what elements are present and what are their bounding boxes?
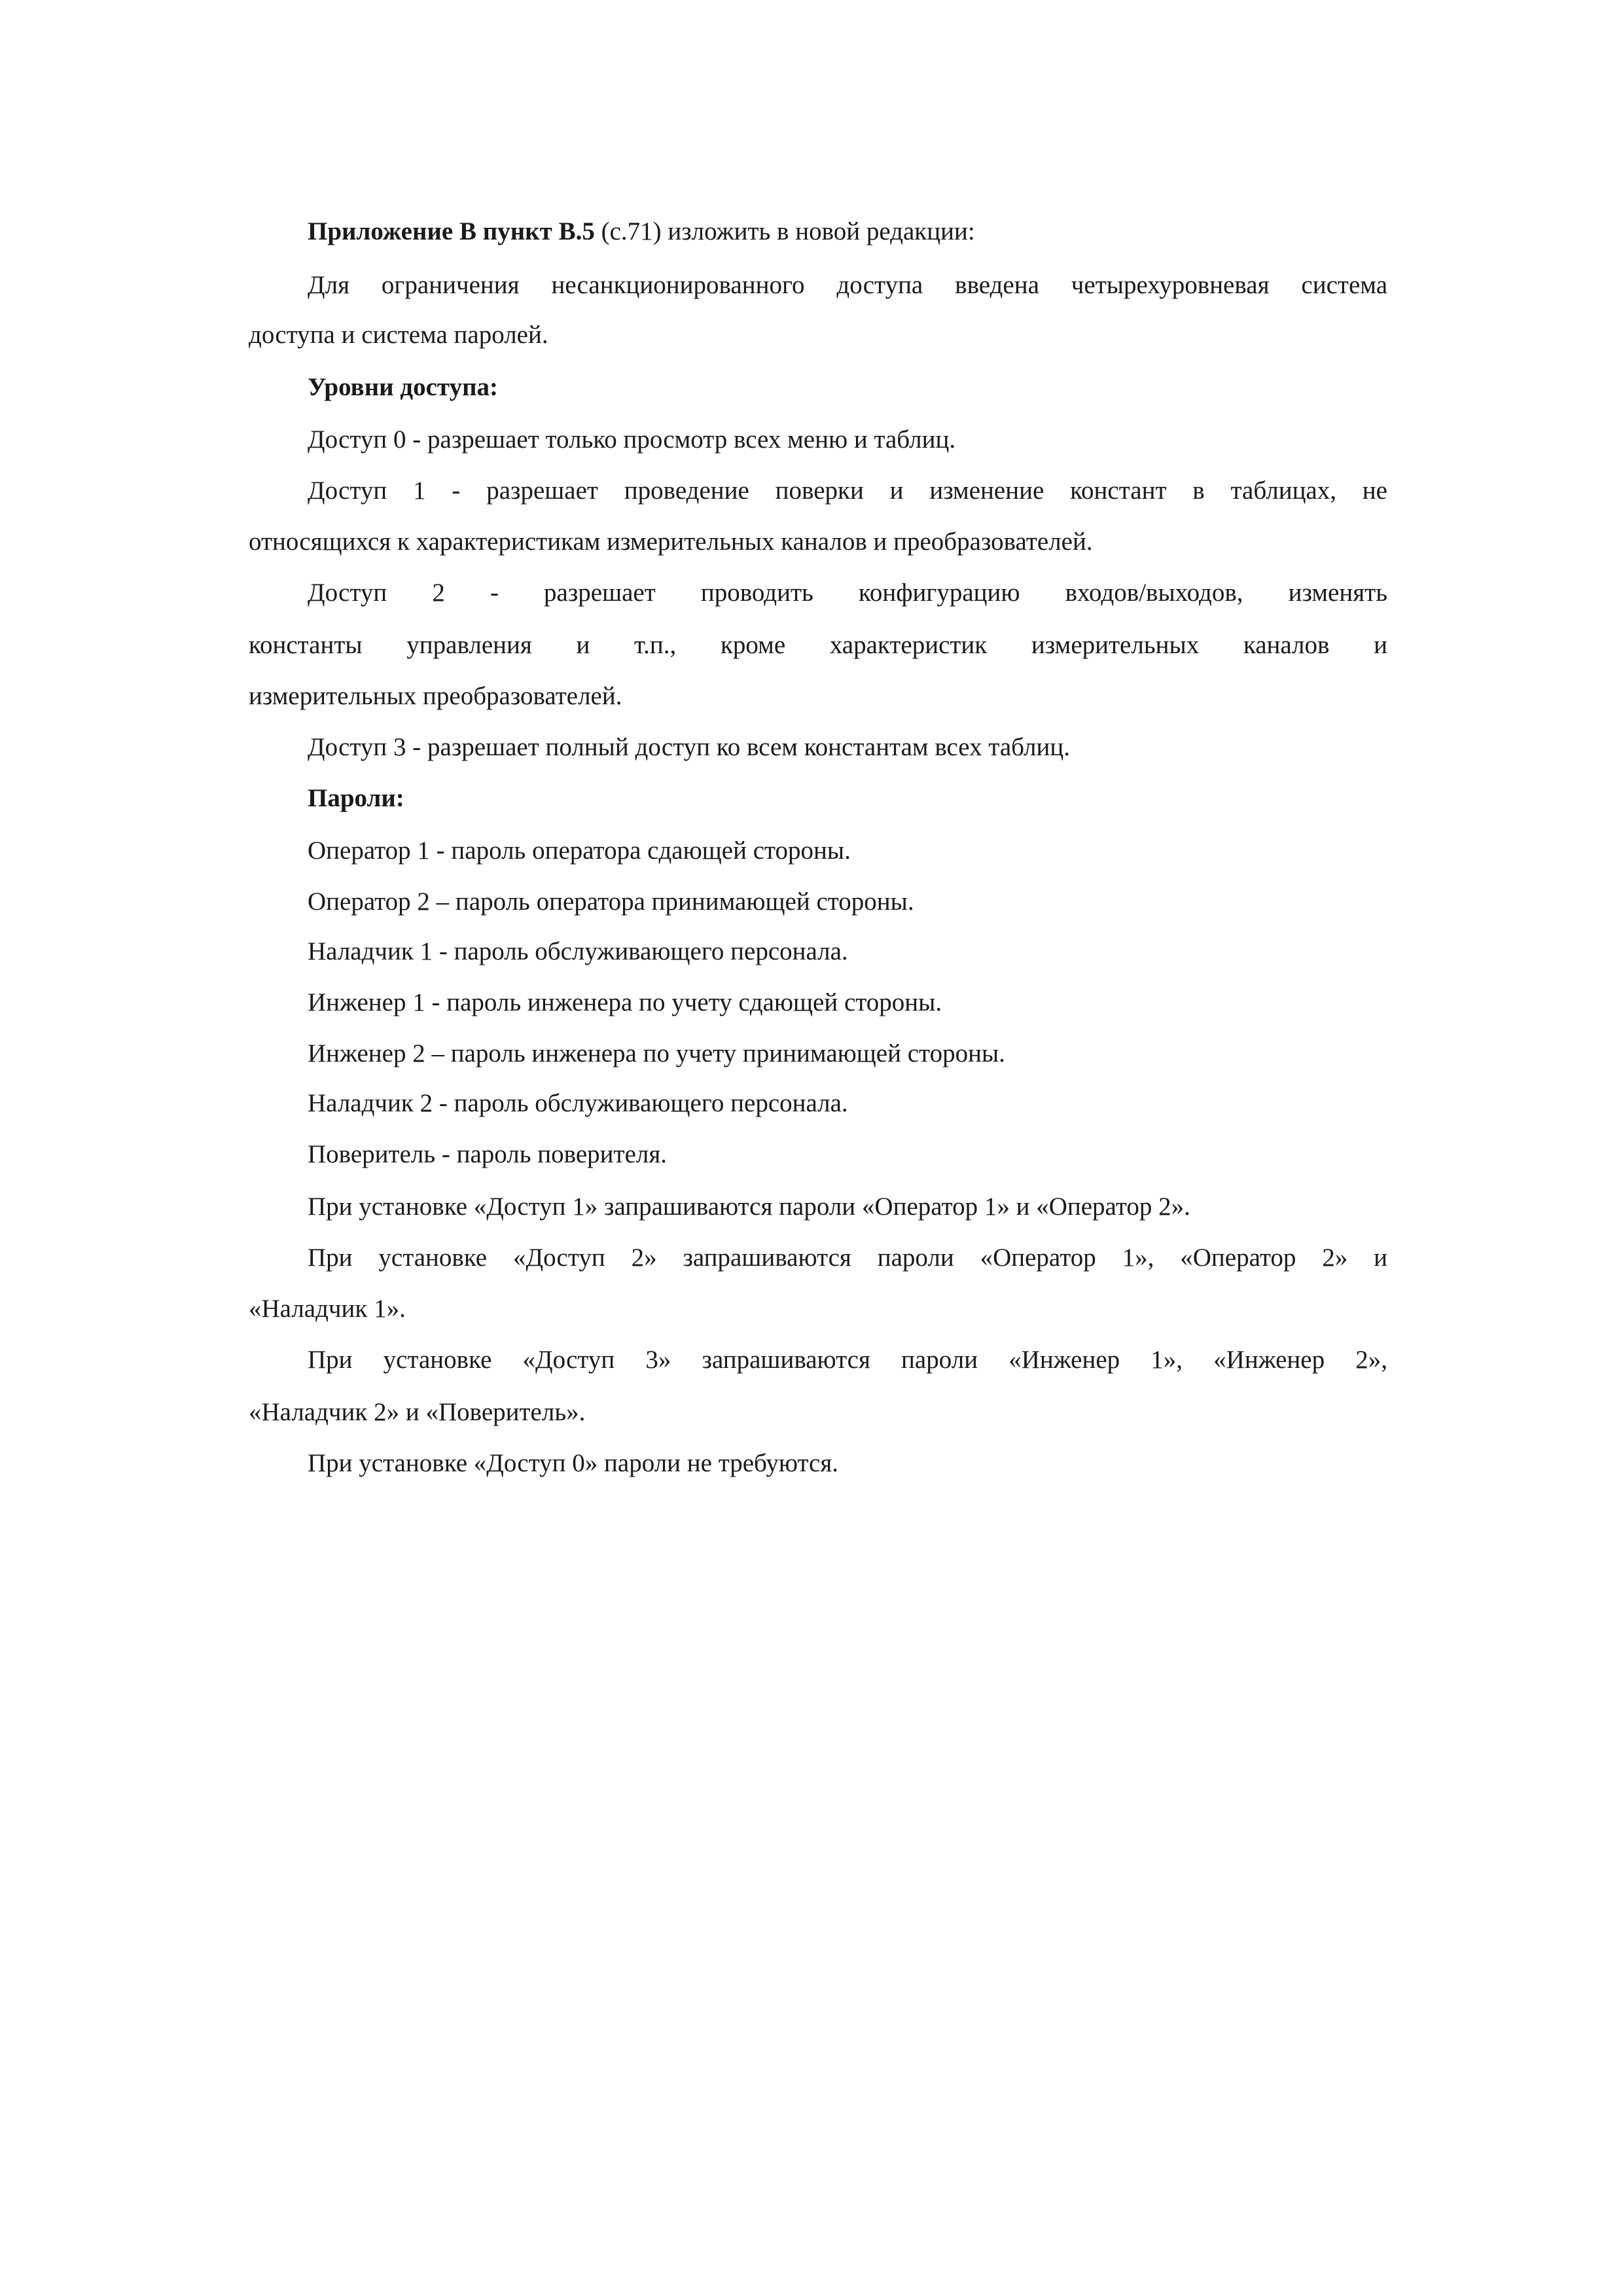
access-levels-title: Уровни доступа:	[308, 373, 499, 401]
password-item: Поверитель - пароль поверителя.	[308, 1140, 668, 1168]
amendment-heading	[308, 216, 1387, 247]
passwords-title: Пароли:	[308, 784, 404, 812]
access-level-2-line-3: измерительных преобразователей.	[249, 682, 622, 710]
access-level-0: Доступ 0 - разрешает только просмотр всех меню и таблиц.	[308, 425, 956, 454]
rule-access-0: При установке «Доступ 0» пароли не требуются.	[308, 1449, 839, 1477]
rule-access-2-line-2: «Наладчик 1».	[249, 1295, 406, 1323]
heading-bold: Приложение В пункт В.5	[308, 217, 595, 245]
rule-access-3-line-1: При установке «Доступ 3» запрашиваются пароли «Инженер 1», «Инженер 2»,	[308, 1346, 1387, 1374]
access-level-1-line-2: относящихся к характеристикам измерительных каналов и преобразователей.	[249, 528, 1093, 556]
password-item: Инженер 1 - пароль инженера по учету сдающей стороны.	[308, 988, 942, 1016]
rule-access-2-line-1: При установке «Доступ 2» запрашиваются пароли «Оператор 1», «Оператор 2» и	[308, 1244, 1387, 1272]
intro-line-2: доступа и система паролей.	[249, 321, 548, 349]
access-level-2-line-1: Доступ 2 - разрешает проводить конфигурацию входов/выходов, изменять	[308, 579, 1387, 607]
password-item: Наладчик 2 - пароль обслуживающего персонала.	[308, 1089, 848, 1117]
access-level-2-line-2: константы управления и т.п., кроме характеристик измерительных каналов и	[249, 631, 1387, 659]
password-item: Наладчик 1 - пароль обслуживающего персонала.	[308, 937, 848, 965]
rule-access-1: При установке «Доступ 1» запрашиваются пароли «Оператор 1» и «Оператор 2».	[308, 1193, 1190, 1221]
heading-rest: (с.71) изложить в новой редакции:	[594, 217, 975, 245]
access-level-1-line-1: Доступ 1 - разрешает проведение поверки и изменение констант в таблицах, не	[308, 476, 1387, 505]
password-item: Оператор 2 – пароль оператора принимающей стороны.	[308, 888, 914, 916]
access-level-3: Доступ 3 - разрешает полный доступ ко всем константам всех таблиц.	[308, 733, 1070, 761]
password-item: Инженер 2 – пароль инженера по учету принимающей стороны.	[308, 1039, 1005, 1067]
intro-line-1: Для ограничения несанкционированного доступа введена четырехуровневая система	[308, 271, 1387, 299]
rule-access-3-line-2: «Наладчик 2» и «Поверитель».	[249, 1398, 586, 1426]
password-item: Оператор 1 - пароль оператора сдающей стороны.	[308, 836, 851, 865]
